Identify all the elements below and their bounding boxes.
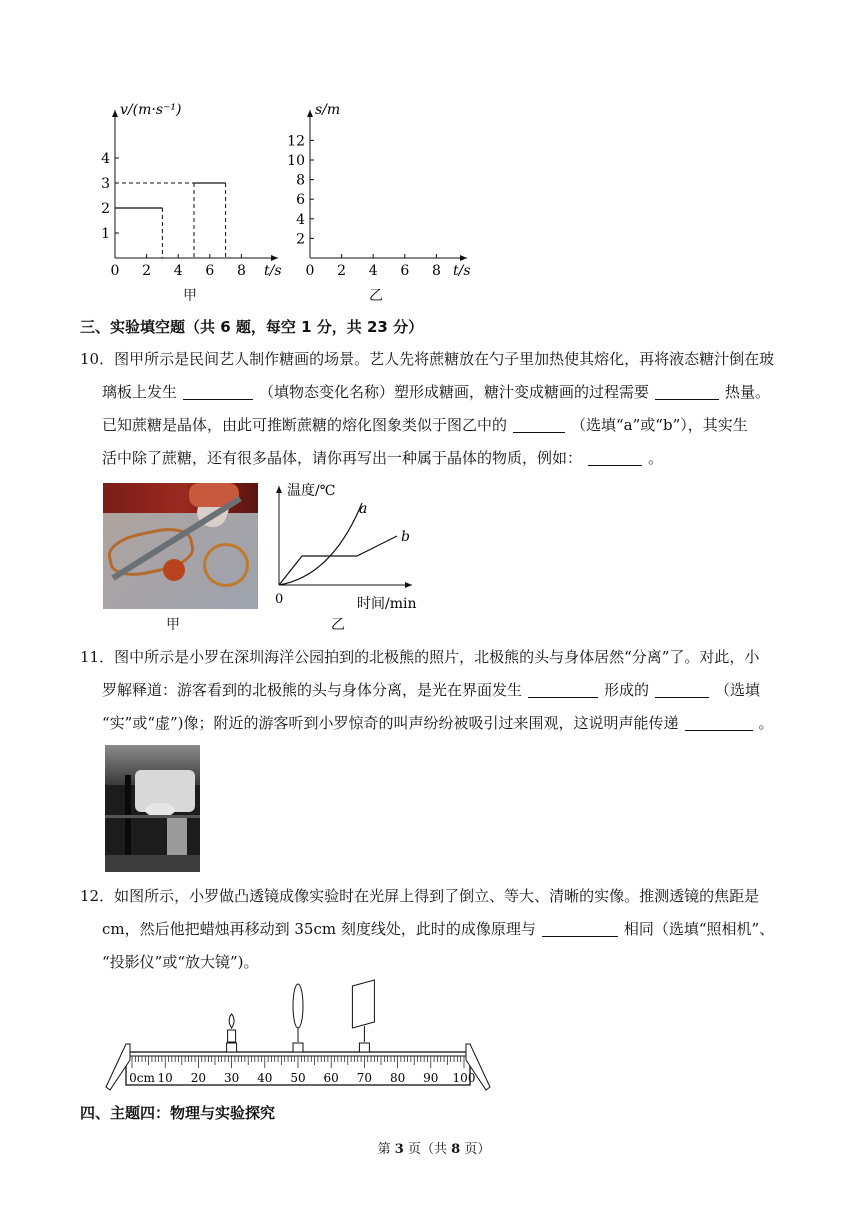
x-axis-arrow	[271, 255, 278, 261]
ruler-label: 0cm	[129, 1071, 155, 1085]
question-10	[80, 343, 800, 475]
answer-blank[interactable]	[513, 414, 565, 433]
ruler-label: 20	[190, 1071, 207, 1085]
sugar-painting-photo	[103, 483, 258, 609]
curve-b-label: b	[401, 529, 410, 545]
y-tick-label: 4	[101, 151, 110, 167]
y-tick-label: 4	[296, 211, 305, 228]
x-axis-label: t/s	[264, 263, 282, 279]
x-tick-label: 6	[400, 263, 410, 279]
answer-blank[interactable]	[588, 447, 642, 466]
x-tick-label: 4	[368, 263, 378, 279]
q11-line-1: 11．图中所示是小罗在深圳海洋公园拍到的北极熊的照片，北极熊的头与身体居然“分离”了。对此，小	[80, 648, 760, 666]
x-tick-label: 6	[205, 263, 215, 279]
graph-caption-yi: 乙	[369, 288, 383, 304]
answer-blank[interactable]	[183, 381, 253, 400]
page-number: 3	[394, 1142, 404, 1157]
q10-text: 璃板上发生	[102, 383, 178, 401]
graph-caption-melt: 乙	[331, 617, 345, 633]
photo-caption-jia: 甲	[166, 617, 180, 633]
y-axis-arrow	[307, 110, 313, 117]
q10-line-2	[80, 376, 800, 409]
answer-blank[interactable]	[655, 679, 709, 698]
q12-line-3: “投影仪”或“放大镜”)。	[102, 953, 259, 971]
ruler-label: 40	[257, 1071, 273, 1085]
ruler-label: 70	[356, 1071, 373, 1085]
footer-text: 页）	[464, 1142, 491, 1157]
y-tick-label: 3	[101, 176, 110, 192]
x-axis-arrow	[405, 582, 412, 588]
velocity-time-graph	[100, 100, 290, 285]
answer-blank[interactable]	[542, 918, 618, 937]
q12-text: cm，然后他把蜡烛再移动到 35cm 刻度线处，此时的成像原理与	[102, 920, 536, 938]
distance-time-graph	[287, 100, 480, 285]
origin-label: 0	[275, 592, 284, 607]
x-tick-label: 4	[173, 263, 183, 279]
ruler-label: 90	[423, 1071, 439, 1085]
q12-line-2	[80, 913, 800, 946]
ruler-label: 80	[389, 1071, 406, 1085]
q10-text: （选填“a”或“b”），其实生	[571, 416, 748, 434]
q10-line-3	[80, 409, 800, 442]
q10-text: 已知蔗糖是晶体，由此可推断蔗糖的熔化图象类似于图乙中的	[102, 416, 508, 434]
q11-line-3	[80, 707, 800, 740]
graph-caption-jia: 甲	[183, 288, 197, 304]
answer-blank[interactable]	[528, 679, 598, 698]
melting-temperature-graph	[262, 478, 427, 618]
q11-text: （选填	[715, 681, 761, 699]
section-three-heading: 三、实验填空题（共 6 题，每空 1 分，共 23 分）	[80, 318, 424, 336]
q10-text: 活中除了蔗糖，还有很多晶体，请你再写出一种属于晶体的物质，例如：	[102, 449, 583, 467]
y-axis-label: v/(m·s⁻¹)	[120, 102, 182, 118]
candle-flame	[229, 1014, 234, 1028]
q11-text: 罗解释道：游客看到的北极熊的头与身体分离，是光在界面发生	[102, 681, 523, 699]
x-tick-label: 2	[142, 263, 152, 279]
y-tick-label: 1	[101, 226, 110, 242]
polar-bear-photo	[105, 745, 200, 872]
q10-text: 热量。	[725, 383, 771, 401]
footer-text: 第	[377, 1142, 391, 1157]
convex-lens	[293, 984, 303, 1028]
y-axis-label: 温度/℃	[287, 483, 336, 499]
y-tick-label: 12	[287, 133, 305, 150]
y-axis-arrow	[112, 110, 118, 117]
screen-holder	[359, 1043, 369, 1052]
curve-a-label: a	[359, 501, 368, 517]
q11-text: “实”或“虚”)像；附近的游客听到小罗惊奇的叫声纷纷被吸引过来围观，这说明声能传递	[102, 714, 679, 732]
y-axis-label: s/m	[315, 102, 341, 118]
lens-holder	[293, 1043, 303, 1052]
x-axis-arrow	[460, 255, 467, 261]
answer-blank[interactable]	[655, 381, 719, 400]
q12-text: 相同（选填“照相机”、	[623, 920, 775, 938]
x-tick-label: 0	[110, 263, 120, 279]
curve-a	[279, 503, 362, 585]
q11-text: 形成的	[604, 681, 650, 699]
q11-line-2	[80, 674, 800, 707]
x-tick-label: 8	[431, 263, 441, 279]
footer-text: 页（共	[407, 1142, 447, 1157]
x-tick-label: 2	[337, 263, 347, 279]
section-four-heading: 四、主题四：物理与实验探究	[80, 1104, 276, 1122]
page-total: 8	[451, 1142, 461, 1157]
q10-text: 。	[648, 449, 664, 467]
x-axis-label: 时间/min	[357, 596, 417, 612]
optical-bench-diagram	[104, 982, 494, 1092]
y-tick-label: 2	[101, 201, 110, 217]
ruler-label: 10	[157, 1071, 173, 1085]
q12-line-1: 12．如图所示，小罗做凸透镜成像实验时在光屏上得到了倒立、等大、清晰的实像。推测透镜的焦距是	[80, 887, 760, 905]
ruler-label: 60	[323, 1071, 339, 1085]
y-tick-label: 8	[296, 172, 305, 189]
answer-blank[interactable]	[685, 712, 753, 731]
x-axis-label: t/s	[453, 263, 471, 279]
question-12	[80, 880, 800, 979]
ruler-label: 30	[223, 1071, 240, 1085]
y-tick-label: 10	[287, 153, 305, 169]
y-axis-arrow	[276, 486, 282, 493]
ruler-label: 100	[452, 1071, 476, 1085]
x-tick-label: 0	[305, 263, 315, 279]
q11-text: 。	[758, 714, 774, 732]
curve-b	[279, 536, 397, 585]
q10-text: （填物态变化名称）塑形成糖画，糖汁变成糖画的过程需要	[259, 383, 650, 401]
x-tick-label: 8	[236, 263, 246, 279]
candle-holder	[227, 1043, 237, 1052]
y-tick-label: 2	[296, 231, 305, 248]
q10-line-1: 10．图甲所示是民间艺人制作糖画的场景。艺人先将蔗糖放在勺子里加热使其熔化，再将液态糖汁倒在玻	[80, 350, 775, 368]
light-screen	[352, 980, 374, 1028]
y-tick-label: 6	[296, 192, 305, 209]
ruler-label: 50	[290, 1071, 306, 1085]
candle-body	[228, 1030, 236, 1042]
page-footer	[0, 1138, 868, 1157]
question-11	[80, 641, 800, 740]
q10-line-4	[80, 442, 800, 475]
